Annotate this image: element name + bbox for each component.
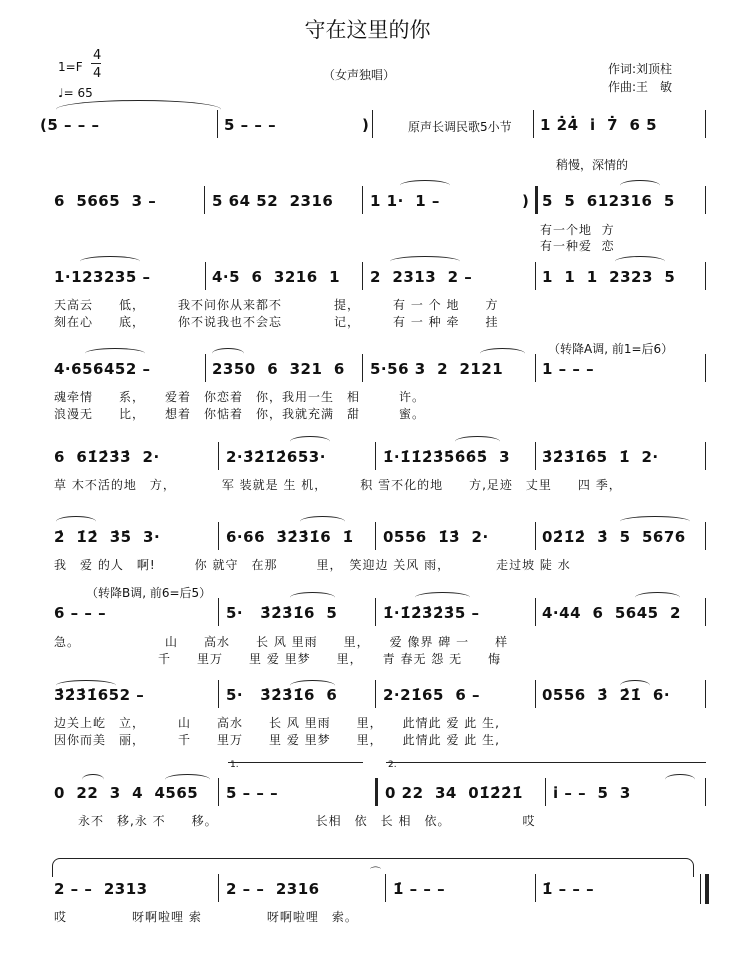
key-change-a: （转降A调, 前1=后6） — [548, 342, 674, 356]
notes-row6-m4: 02̇1̇2̇ 3̇ 5 5676 — [542, 528, 686, 546]
lyrics-row5-v1: 草 木不活的地 方， 军 装就是 生 机， 积 雪不化的地 方,足迹 丈里 四 季， — [54, 478, 622, 492]
performance-type: （女声独唱） — [323, 68, 396, 82]
notes-row2-m2: 5 64 52 2316 — [212, 192, 334, 210]
notes-row7-m4: 4·44 6 5645 2 — [542, 604, 681, 622]
notes-row3-m1: 1·123235 – — [54, 268, 151, 286]
notes-row7-m1: 6 – – – — [54, 604, 107, 622]
barline — [362, 262, 363, 290]
slur — [390, 256, 460, 267]
barline — [535, 442, 536, 470]
barline — [205, 354, 206, 382]
lyrics-row9-v1: 永不 移,永 不 移。 长相 依 长 相 依。 哎 — [78, 814, 536, 828]
notes-row10-m4: 1̇ – – – — [542, 880, 595, 898]
notes-row2-m1: 6 5665 3 – — [54, 192, 157, 210]
slur — [290, 592, 335, 603]
notes-row7-m2: 5· 3̇2̇3̇1̇6 5 — [226, 604, 338, 622]
slur — [56, 516, 96, 527]
time-signature-bottom: 4 — [93, 66, 102, 81]
barline — [535, 598, 536, 626]
notes-row8-m3: 2·21̇65 6 – — [383, 686, 480, 704]
barline — [205, 262, 206, 290]
notes-row1-m2: 5 – – – — [224, 116, 277, 134]
notes-row4-m3: 5·56 3 2 2121 — [370, 360, 504, 378]
barline — [535, 522, 536, 550]
page-title: 守在这里的你 — [304, 18, 431, 42]
barline — [705, 778, 706, 806]
lyrics-row6-v1: 我 爱 的人 啊! 你 就守 在那 里， 笑迎边 关风 雨， 走过坡 陡 水 — [54, 558, 571, 572]
volta-1-label: 1. — [230, 760, 239, 770]
notes-row8-m2: 5· 3̇2̇3̇1̇6 6 — [226, 686, 338, 704]
notes-row9-m1: 0 22 3 4 4565 — [54, 784, 199, 802]
time-signature-top: 4 — [93, 48, 102, 63]
notes-row2-m3: 1 1· 1 – — [370, 192, 440, 210]
slur — [82, 774, 104, 785]
notes-row6-m3: 0556 1̇3̇ 2· — [383, 528, 489, 546]
expression-mark: 稍慢，深情的 — [556, 158, 629, 172]
barline — [218, 680, 219, 708]
notes-row5-m1: 6 61̇2̇3̇3̇ 2· — [54, 448, 160, 466]
barline — [705, 598, 706, 626]
composer-credit: 作曲:王 敏 — [608, 80, 673, 94]
notes-row3-m4: 1 1 1 2323 5 — [542, 268, 676, 286]
barline — [535, 680, 536, 708]
barline — [218, 522, 219, 550]
notes-row2-close: ) — [522, 192, 530, 210]
notes-row10-m1: 2 – – 2313 — [54, 880, 148, 898]
notes-row10-m2: 2 – – 2316 — [226, 880, 320, 898]
notes-row1-close: ) — [362, 116, 370, 134]
slur — [212, 348, 244, 359]
volta-2-bracket — [386, 762, 706, 763]
slur — [85, 348, 145, 359]
barline — [217, 110, 218, 138]
slur — [455, 436, 500, 447]
slur — [620, 680, 650, 691]
barline — [705, 680, 706, 708]
slur — [415, 592, 470, 603]
barline — [375, 522, 376, 550]
notes-row5-m4: 3̇2̇3̇1̇6̇5 1̇ 2· — [542, 448, 659, 466]
notes-row4-m1: 4·656452 – — [54, 360, 151, 378]
slur — [80, 256, 140, 267]
lyrics-row2-v2: 有一种爱 恋 — [540, 239, 615, 253]
notes-row2-m4: 5 5 612316 5 — [542, 192, 675, 210]
barline — [535, 874, 536, 902]
slur — [400, 180, 450, 191]
barline — [545, 778, 546, 806]
notes-row9-m2: 5 – – – — [226, 784, 279, 802]
notes-row9-m3: 0 22 34 01̇2̇2̇1̇ — [385, 784, 523, 802]
barline — [705, 522, 706, 550]
final-barline-thin — [700, 874, 701, 904]
barline — [218, 778, 219, 806]
lyrics-row10-v1: 哎 呀啊啦哩 索 呀啊啦哩 索。 — [54, 910, 358, 924]
lyricist-credit: 作词:刘顶柱 — [608, 62, 673, 76]
barline — [372, 110, 373, 138]
slur — [620, 516, 690, 527]
key-signature: 1=F — [58, 60, 83, 74]
notes-row3-m2: 4·5 6 3216 1 — [212, 268, 341, 286]
volta-2-label: 2. — [388, 760, 397, 770]
barline — [375, 598, 376, 626]
notes-row1-m4: 1 2̇4̇ i̇ 7̇ 6 5 — [540, 116, 658, 134]
volta-1-bracket — [228, 762, 363, 763]
slur — [300, 516, 345, 527]
barline — [362, 354, 363, 382]
notes-row9-m4: i̇ – – 5 3 — [553, 784, 631, 802]
notes-row6-m1: 2̇ 1̇2̇ 3̇5̇ 3· — [54, 528, 161, 546]
notes-row4-m4: 1 – – – — [542, 360, 595, 378]
slur — [665, 774, 695, 785]
slur — [165, 774, 210, 785]
lyrics-row8-v1: 边关上屹 立， 山 高水 长 风 里雨 里， 此情此 爱 此 生, — [54, 716, 500, 730]
notes-row3-m3: 2 2313 2 – — [370, 268, 473, 286]
barline — [218, 442, 219, 470]
barline — [218, 598, 219, 626]
lyrics-row7-v1: 急。 山 高水 长 风 里雨 里， 爱 像界 碑 一 样 — [54, 635, 509, 649]
barline — [375, 442, 376, 470]
lyrics-row8-v2: 因你而美 丽， 千 里万 里 爱 里梦 里， 此情此 爱 此 生, — [54, 733, 500, 747]
barline — [204, 186, 205, 214]
slur — [620, 180, 660, 191]
repeat-barline — [375, 778, 378, 806]
notes-row5-m2: 2·3̇2̇1̇2̇653· — [226, 448, 326, 466]
barline — [535, 354, 536, 382]
notes-row8-m1: 3̇2̇3̇1̇652 – — [54, 686, 145, 704]
slur — [290, 436, 330, 447]
barline — [385, 874, 386, 902]
barline — [705, 442, 706, 470]
tempo-marking: ♩= 65 — [58, 86, 93, 100]
notes-row6-m2: 6·66 3̇2̇3̇1̇6 1̇ — [226, 528, 354, 546]
barline — [533, 110, 534, 138]
key-change-b: （转降B调, 前6=后5） — [86, 586, 212, 600]
lyrics-row3-v1: 天高云 低， 我不问你从来都不 提， 有 一 个 地 方 — [54, 298, 499, 312]
barline — [362, 186, 363, 214]
lyrics-row2-v1: 有一个地 方 — [540, 223, 615, 237]
time-signature-line — [91, 63, 101, 64]
barline — [535, 262, 536, 290]
lyrics-row4-v1: 魂牵情 系， 爱着 你恋着 你，我用一生 相 许。 — [54, 390, 426, 404]
lyrics-row4-v2: 浪漫无 比， 想着 你惦着 你，我就充满 甜 蜜。 — [54, 407, 426, 421]
barline — [375, 680, 376, 708]
lyrics-row3-v2: 刻在心 底， 你不说我也不会忘 记， 有 一 种 牵 挂 — [54, 315, 499, 329]
notes-row1-m1: (5 – – – — [40, 116, 100, 134]
barline — [218, 874, 219, 902]
slur — [290, 680, 335, 691]
barline — [705, 110, 706, 138]
notes-row4-m2: 2350 6 321 6 — [212, 360, 345, 378]
slur — [56, 680, 116, 691]
barline — [705, 262, 706, 290]
repeat-barline — [535, 186, 538, 214]
notes-row5-m3: 1̇·1̇1̇2̇3̇5̇6̇6̇5̇ 3 — [383, 448, 511, 466]
notes-row7-m3: 1̇·1̇2̇3̇2̇3̇5 – — [383, 604, 480, 622]
notes-row8-m4: 0556 3̇ 2̇1̇ 6· — [542, 686, 671, 704]
final-barline-thick — [705, 874, 709, 904]
slur — [480, 348, 525, 359]
intro-note: 原声长调民歌5小节 — [408, 120, 512, 134]
lyrics-row7-v2: 千 里万 里 爱 里梦 里， 青 春无 怨 无 悔 — [54, 652, 502, 666]
slur — [615, 256, 665, 267]
barline — [705, 186, 706, 214]
fermata-icon: ⌒ — [370, 866, 381, 879]
slur — [635, 592, 680, 603]
barline — [705, 354, 706, 382]
notes-row10-m3: 1̇ – – – — [393, 880, 446, 898]
